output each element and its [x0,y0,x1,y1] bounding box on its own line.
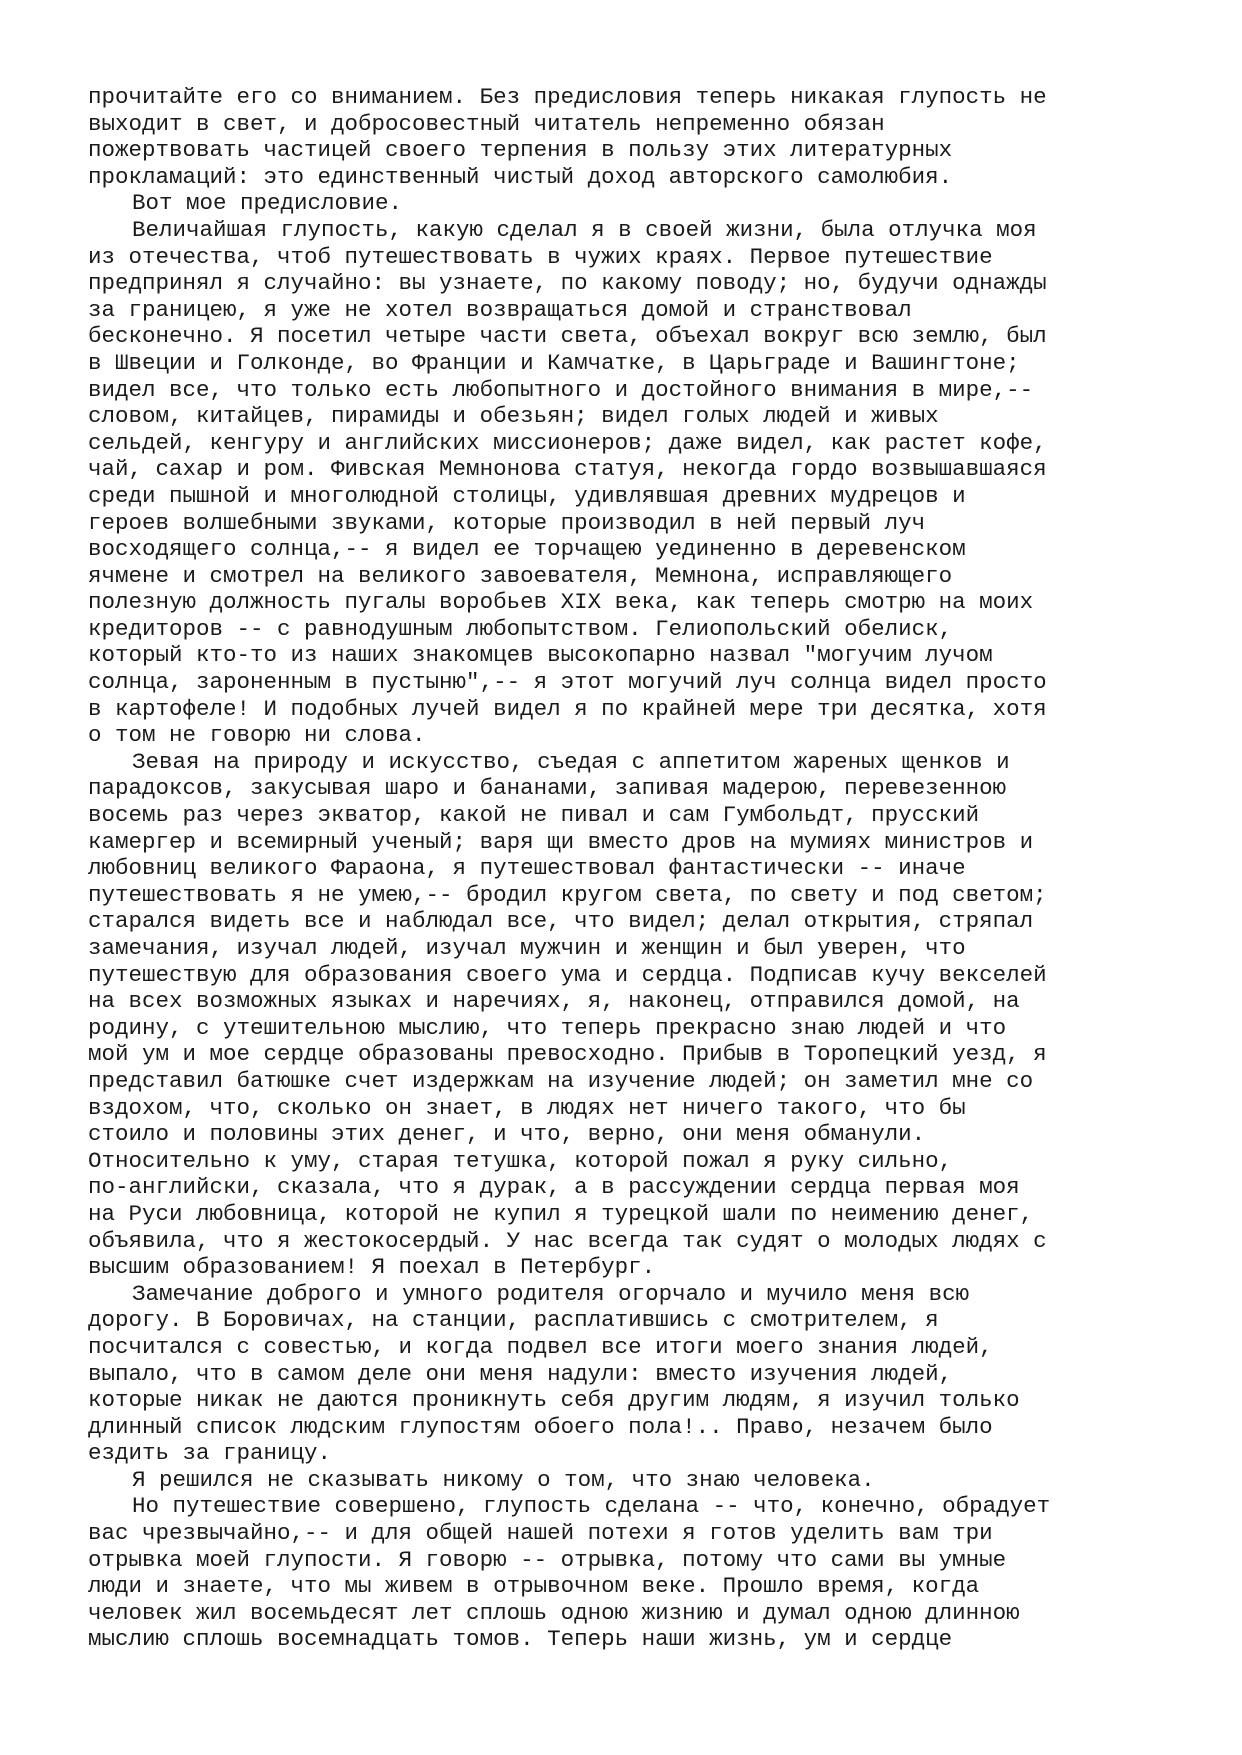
text-line: стоило и половины этих денег, и что, верно, они меня обманули. [88,1121,926,1148]
text-line: ездить за границу. [88,1440,332,1467]
paragraph [88,217,1188,749]
text-line: прочитайте его со вниманием. Без предисловия теперь никакая глупость не [88,84,1047,110]
text-line: в картофеле! И подобных лучей видел я по крайней мере три десятка, хотя [88,695,1047,722]
text-line: парадоксов, закусывая шаро и бананами, запивая мадерою, перевезенною [88,775,1007,802]
text-line: Я решился не сказывать никому о том, что знаю человека. [132,1466,875,1493]
text-line: путешествовать я не умею,-- бродил кругом света, по свету и под светом; [88,881,1047,908]
text-line: старался видеть все и наблюдал все, что видел; делал открытия, стряпал [88,908,1034,935]
text-line: о том не говорю ни слова. [88,722,426,749]
text-line: высшим образованием! Я поехал в Петербург. [88,1254,656,1281]
text-line: человек жил восемьдесят лет сплошь одною жизнию и думал одною длинною [88,1599,1020,1626]
text-line: замечания, изучал людей, изучал мужчин и женщин и был уверен, что [88,935,966,961]
text-line: предпринял я случайно: вы узнаете, по какому поводу; но, будучи однажды [88,270,1047,297]
text-line: среди пышной и многолюдной столицы, удивлявшая древних мудрецов и [88,482,966,509]
text-line: Вот мое предисловие. [132,190,403,217]
text-line: люди и знаете, что мы живем в отрывочном веке. Прошло время, когда [88,1573,980,1600]
text-line: пожертвовать частицей своего терпения в пользу этих литературных [88,137,953,164]
text-line: путешествую для образования своего ума и сердца. Подписав кучу векселей [88,961,1047,988]
text-line: за границею, я уже не хотел возвращаться домой и странствовал [88,296,912,323]
text-line: полезную должность пугалы воробьев XIX века, как теперь смотрю на моих [88,589,1034,616]
text-line: словом, китайцев, пирамиды и обезьян; видел голых людей и живых [88,403,939,430]
text-line: на всех возможных языках и наречиях, я, наконец, отправился домой, на [88,988,1020,1015]
paragraph [88,1467,1188,1494]
document-page [88,84,1188,1653]
text-line: который кто-то из наших знакомцев высокопарно назвал "могучим лучом [88,642,993,669]
text-line: из отечества, чтоб путешествовать в чужих краях. Первое путешествие [88,243,993,270]
text-line: Замечание доброго и умного родителя огорчало и мучило меня всю [132,1280,970,1307]
text-line: мыслию сплошь восемнадцать томов. Теперь наши жизнь, ум и сердце [88,1626,953,1653]
paragraph [88,1281,1188,1467]
text-line: кредиторов -- с равнодушным любопытством. Гелиопольский обелиск, [88,615,953,642]
text-line: Величайшая глупость, какую сделал я в своей жизни, была отлучка моя [132,216,1037,243]
paragraph [88,1493,1188,1653]
text-line: посчитался с совестью, и когда подвел все итоги моего знания людей, [88,1333,993,1360]
text-line: восходящего солнца,-- я видел ее торчащею уединенно в деревенском [88,536,966,563]
text-line: Но путешествие совершено, глупость сделана -- что, конечно, обрадует [132,1493,1051,1520]
text-line: по-английски, сказала, что я дурак, а в рассуждении сердца первая моя [88,1174,1020,1201]
text-line: объявила, что я жестокосердый. У нас всегда так судят о молодых людях с [88,1227,1047,1254]
paragraph [88,190,1188,217]
text-line: длинный список людским глупостям обоего пола!.. Право, незачем было [88,1413,993,1440]
text-line: видел все, что только есть любопытного и достойного внимания в мире,-- [88,376,1034,403]
paragraph [88,84,1188,190]
text-line: сельдей, кенгуру и английских миссионеров; даже видел, как растет кофе, [88,429,1047,456]
text-line: камергер и всемирный ученый; варя щи вместо дров на мумиях министров и [88,828,1034,855]
text-line: мой ум и мое сердце образованы превосходно. Прибыв в Торопецкий уезд, я [88,1041,1047,1068]
text-line: на Руси любовница, которой не купил я турецкой шали по неимению денег, [88,1200,1034,1227]
text-line: выходит в свет, и добросовестный читатель непременно обязан [88,110,885,137]
text-line: солнца, зароненным в пустыню",-- я этот могучий луч солнца видел просто [88,669,1047,696]
text-line: представил батюшке счет издержкам на изучение людей; он заметил мне со [88,1067,1034,1094]
text-line: Относительно к уму, старая тетушка, которой пожал я руку сильно, [88,1147,953,1174]
text-line: героев волшебными звуками, которые производил в ней первый луч [88,509,926,536]
text-line: прокламаций: это единственный чистый доход авторского самолюбия. [88,163,953,190]
text-line: вас чрезвычайно,-- и для общей нашей потехи я готов уделить вам три [88,1520,993,1547]
text-line: в Швеции и Голконде, во Франции и Камчатке, в Царьграде и Вашингтоне; [88,349,1020,376]
paragraph [88,749,1188,1281]
text-line: бесконечно. Я посетил четыре части света, объехал вокруг всю землю, был [88,323,1047,350]
text-line: Зевая на природу и искусство, съедая с аппетитом жареных щенков и [132,748,1010,775]
text-line: дорогу. В Боровичах, на станции, расплатившись с смотрителем, я [88,1307,939,1334]
text-line: родину, с утешительною мыслию, что теперь прекрасно знаю людей и что [88,1014,1007,1041]
text-line: ячмене и смотрел на великого завоевателя, Мемнона, исправляющего [88,562,953,589]
text-line: восемь раз через экватор, какой не пивал и сам Гумбольдт, прусский [88,802,980,829]
text-line: чай, сахар и ром. Фивская Мемнонова статуя, некогда гордо возвышавшаяся [88,456,1047,483]
text-line: выпало, что в самом деле они меня надули: вместо изучения людей, [88,1360,953,1387]
text-line: отрывка моей глупости. Я говорю -- отрывка, потому что сами вы умные [88,1546,1007,1573]
text-line: вздохом, что, сколько он знает, в людях нет ничего такого, что бы [88,1094,966,1121]
text-line: любовниц великого Фараона, я путешествовал фантастически -- иначе [88,855,966,882]
text-line: которые никак не даются проникнуть себя другим людям, я изучил только [88,1387,1020,1414]
